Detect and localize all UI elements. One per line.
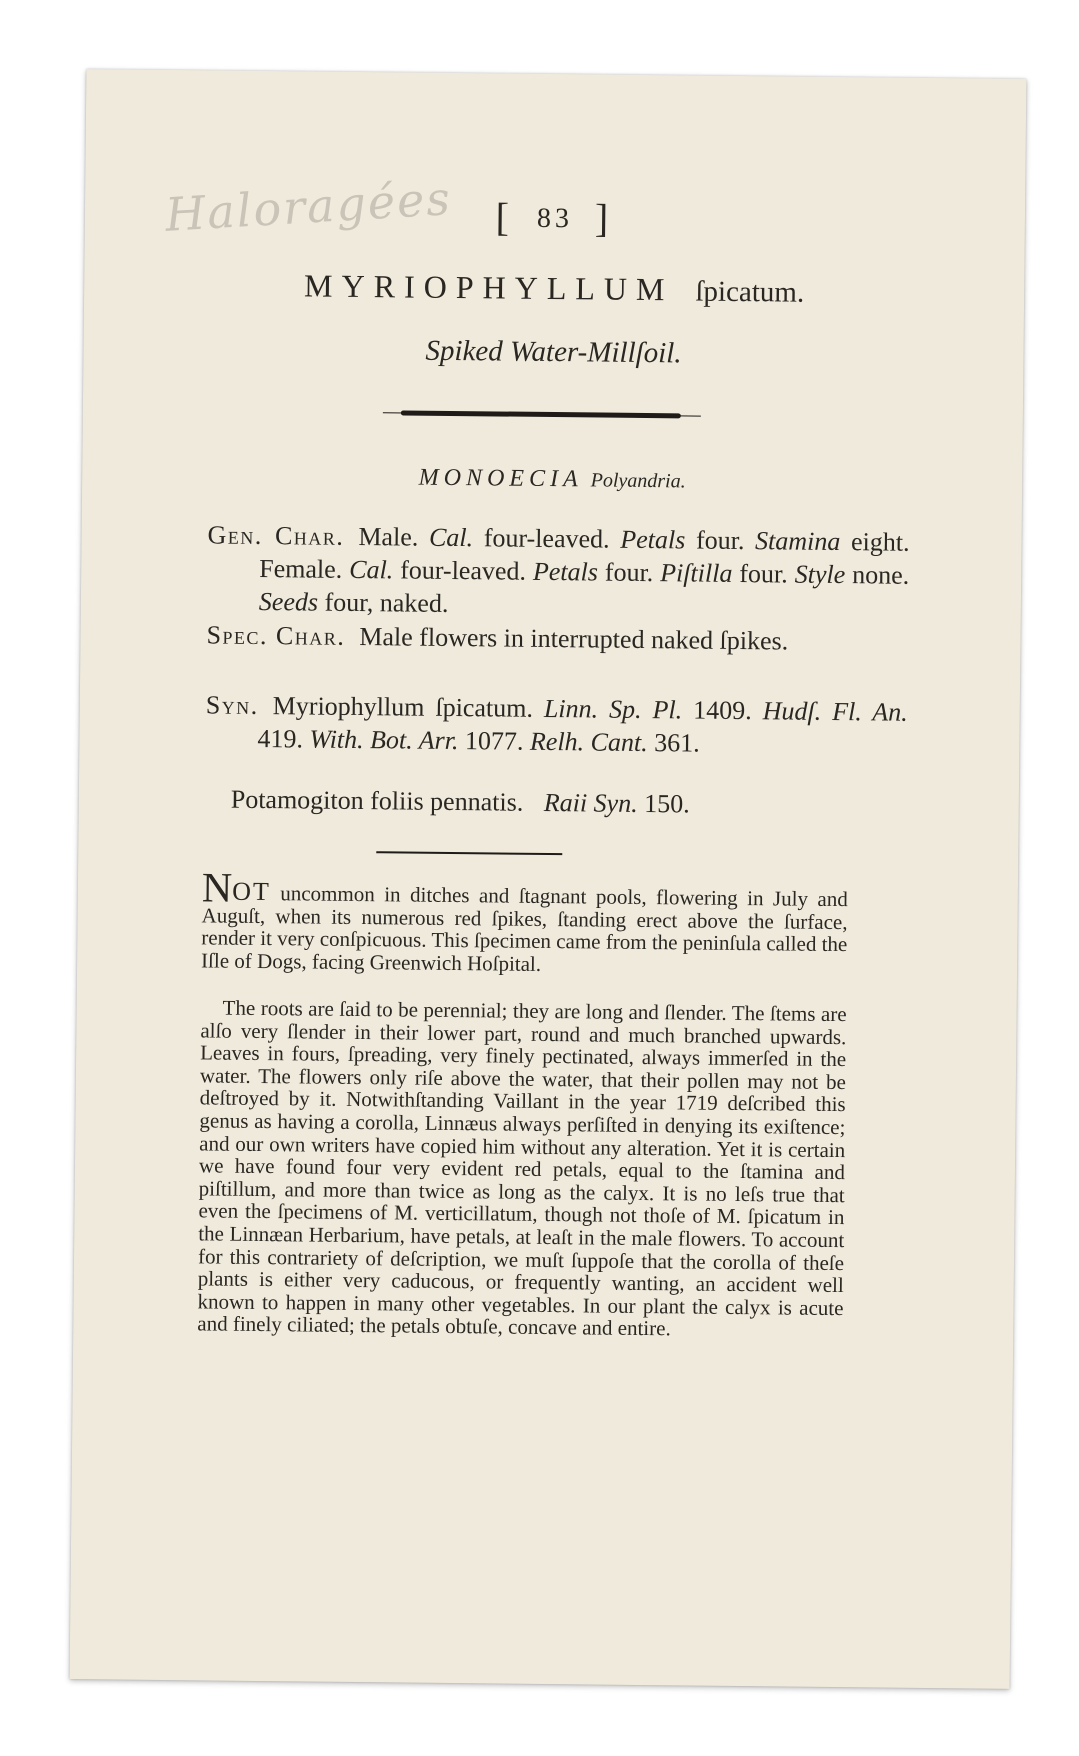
gen-char-run: four.	[685, 525, 756, 556]
bracket-open: [	[495, 194, 516, 240]
spec-char-label: Spec. Char.	[206, 620, 346, 651]
gen-char-run: Stamina	[754, 526, 841, 557]
syn-run: Myriophyllum ſpicatum.	[272, 691, 545, 723]
gen-char-run: Seeds	[258, 586, 319, 617]
species-epithet: ſpicatum.	[695, 275, 805, 309]
linnaean-class	[82, 461, 1022, 498]
gen-char-run: four-leaved.	[472, 523, 621, 554]
species-title	[84, 265, 1024, 312]
syn-run: Linn. Sp. Pl.	[543, 693, 683, 725]
syn-run: 1077.	[458, 726, 531, 756]
page-number-line	[85, 189, 1025, 246]
generic-character	[207, 518, 910, 624]
gen-char-run: Male.	[358, 521, 430, 552]
page-number: 83	[536, 202, 574, 235]
gen-char-run: none.	[845, 560, 910, 590]
title-rule	[401, 410, 681, 418]
gen-char-run: four.	[597, 557, 661, 588]
gen-char-text	[259, 522, 910, 618]
class-name: MONOECIA	[418, 464, 583, 493]
gen-char-label: Gen. Char.	[207, 520, 345, 551]
syn-run: With. Bot. Arr.	[309, 724, 459, 756]
syn2-text: Potamogiton foliis pennatis.	[230, 784, 524, 817]
syn-label: Syn.	[205, 690, 259, 720]
genus-name: MYRIOPHYLLUM	[303, 267, 674, 308]
gen-char-run: Petals	[620, 524, 686, 555]
paragraph-1-text: uncommon in ditches and ſtagnant pools, flowering in July and Auguſt, when its numerous red ſpikes, ſtanding erect above the ſurface, render it very conſpicuous. This ſpecimen came from the peninſula called the Iſle of Dogs, facing Greenwich Hoſpital.	[201, 881, 848, 976]
drop-capital: N	[201, 865, 233, 912]
common-name: Spiked Water-Millſoil.	[425, 334, 682, 370]
description-paragraph-2: The roots are ſaid to be perennial; they are long and ſlender. The ſtems are alſo very ſlender in their lower part, round and much branched upwards. Leaves in fours, ſpreading, very finely pectinated, always immerſed in the water. The flowers only riſe above the water, that their pollen may not be deſtroyed by it. Notwithſtanding Vaillant in the year 1719 deſcribed this genus as having a corolla, Linnæus always perſiſted in denying its exiſtence; and our own writers have copied him without any alteration. Yet it is certain we have found four very evident red petals, equal to the ſtamina and piſtillum, and more than twice as long as the calyx. It is no leſs true that even the ſpecimens of M. verticillatum, though not thoſe of M. ſpicatum in the Linnæan Herbarium, have petals, at leaſt in the male flowers. To account for this contrariety of deſcription, we muſt ſuppoſe that the corolla of theſe plants is either very caducous, or frequently wanting, an accident well known to happen in many other vegetables. In our plant the calyx is acute and finely ciliated; the petals obtuſe, concave and entire.	[197, 995, 847, 1341]
small-caps-lead: OT	[232, 876, 272, 907]
pencil-annotation: Haloragées	[163, 170, 454, 242]
synonym-secondary	[231, 785, 690, 820]
specific-character	[206, 618, 908, 658]
section-rule	[376, 851, 562, 855]
printed-page	[70, 69, 1027, 1689]
gen-char-run: four, naked.	[317, 587, 449, 618]
syn2-num: 150.	[644, 789, 690, 819]
gen-char-run: Style	[794, 559, 846, 590]
gen-char-run: Cal.	[349, 554, 394, 585]
gen-char-run: eight. Female.	[259, 527, 910, 584]
order-name: Polyandria.	[590, 469, 686, 493]
syn-run: Relh. Cant.	[529, 726, 648, 758]
syn2-ref: Raii Syn.	[543, 787, 638, 818]
synonyms	[205, 688, 908, 761]
syn-run: 361.	[647, 728, 700, 758]
gen-char-run: Piſtilla	[660, 558, 733, 588]
syn-text	[257, 691, 908, 757]
gen-char-run: four-leaved.	[393, 555, 534, 586]
syn-run: 419.	[257, 723, 310, 754]
syn-run: 1409.	[682, 695, 763, 726]
gen-char-run: Cal.	[428, 522, 474, 553]
gen-char-run: four.	[732, 558, 795, 589]
description-paragraph-1	[201, 865, 848, 978]
bracket-close: ]	[594, 195, 615, 241]
spec-char-text: Male flowers in interrupted naked ſpikes.	[359, 622, 789, 656]
gen-char-run: Petals	[532, 556, 599, 587]
syn-run: Hudſ. Fl. An.	[762, 696, 908, 727]
